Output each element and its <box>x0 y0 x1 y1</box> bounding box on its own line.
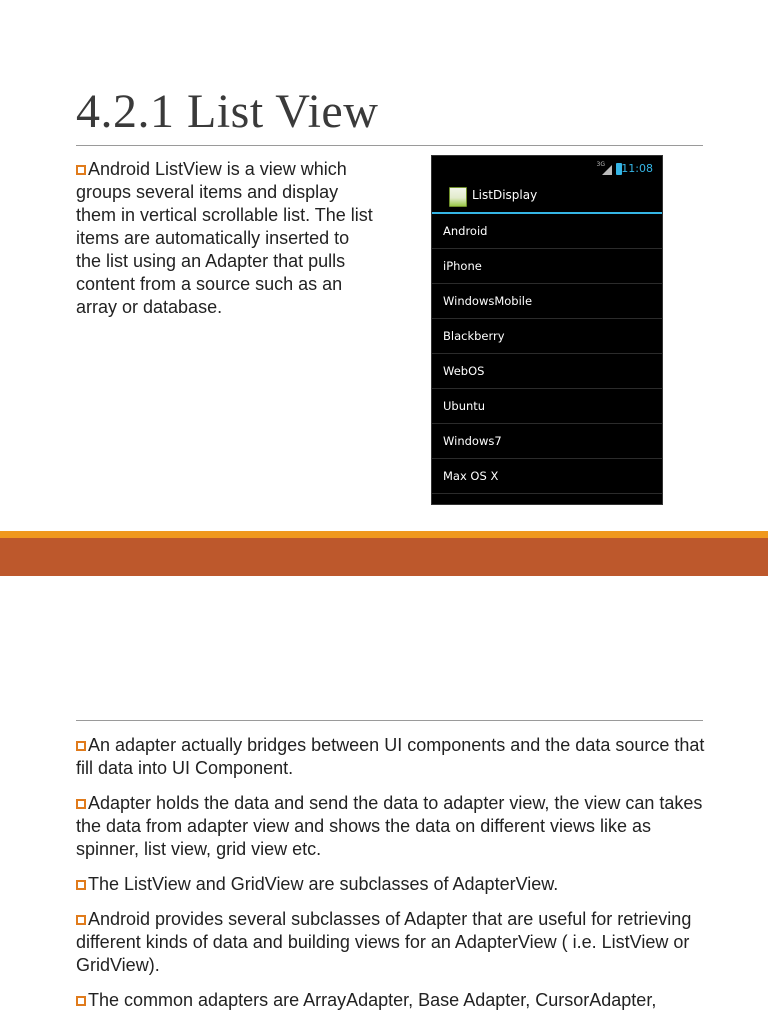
bullet-text: An adapter actually bridges between UI components and the data source that fill data into UI Component. <box>76 735 705 778</box>
bullet-text: Android provides several subclasses of Adapter that are useful for retrieving different kinds of data and building views for an AdapterView ( i.e. ListView or GridView). <box>76 909 692 975</box>
phone-screenshot <box>431 155 663 505</box>
list-item: Windows7 <box>432 424 662 459</box>
band-accent-stripe <box>0 531 768 538</box>
bullet-item <box>76 908 716 977</box>
intro-text: Android ListView is a view which groups several items and display them in vertical scrollable list. The list items are automatically inserted to the list using an Adapter that pulls content from a source such as an array or database. <box>76 159 373 317</box>
bullet-text: Adapter holds the data and send the data to adapter view, the view can takes the data from adapter view and shows the data on different views like as spinner, list view, grid view etc. <box>76 793 703 859</box>
bullet-item <box>76 873 716 896</box>
slide-footer-band <box>0 531 768 576</box>
intro-bullet <box>76 158 376 319</box>
app-title: ListDisplay <box>472 188 538 202</box>
list-item: WindowsMobile <box>432 284 662 319</box>
network-type: 3G <box>596 161 605 168</box>
checkbox-bullet-icon <box>76 880 86 890</box>
bullet-item <box>76 792 716 861</box>
bullet-text: The common adapters are ArrayAdapter, Base Adapter, CursorAdapter, <box>88 990 657 1010</box>
list-item: Ubuntu <box>432 389 662 424</box>
checkbox-bullet-icon <box>76 799 86 809</box>
checkbox-bullet-icon <box>76 996 86 1006</box>
checkbox-bullet-icon <box>76 741 86 751</box>
slide-title: 4.2.1 List View <box>76 85 379 138</box>
checkbox-bullet-icon <box>76 165 86 175</box>
list-item: Max OS X <box>432 459 662 494</box>
status-bar <box>432 156 662 182</box>
slide2-title-divider <box>76 720 703 721</box>
app-icon <box>449 187 467 207</box>
bullet-text: The ListView and GridView are subclasses of AdapterView. <box>88 874 559 894</box>
list-item: Blackberry <box>432 319 662 354</box>
adapter-bullets <box>76 734 716 1024</box>
action-bar <box>432 182 662 214</box>
list-item: iPhone <box>432 249 662 284</box>
status-time: 11:08 <box>621 162 653 175</box>
checkbox-bullet-icon <box>76 915 86 925</box>
title-divider <box>76 145 703 146</box>
list-item: WebOS <box>432 354 662 389</box>
bullet-item <box>76 734 716 780</box>
bullet-item <box>76 989 716 1012</box>
signal-icon <box>602 165 612 175</box>
list-item: Android <box>432 214 662 249</box>
phone-list <box>432 214 662 494</box>
